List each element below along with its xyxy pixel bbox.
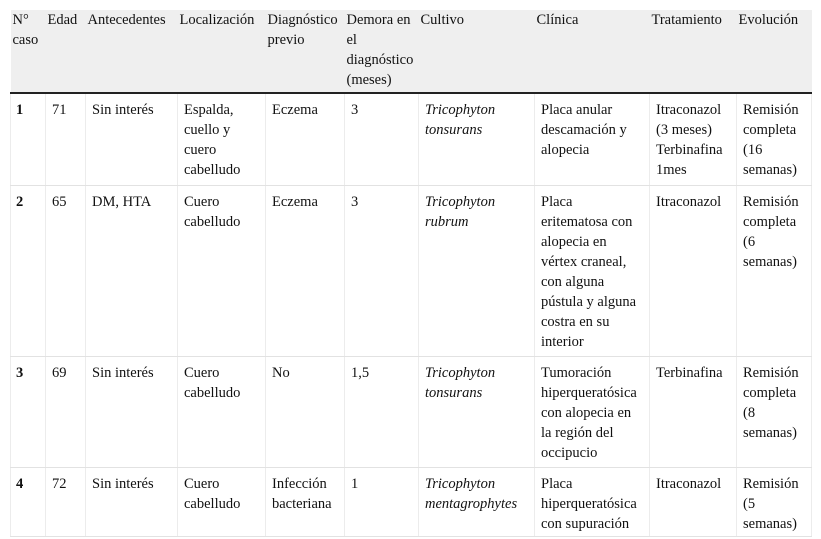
cell-edad: 72 (46, 467, 86, 536)
cell-antecedentes: DM, HTA (86, 185, 178, 356)
header-localizacion: Localización (178, 10, 266, 93)
cell-edad: 69 (46, 356, 86, 467)
cell-localizacion: Cuero cabelludo (178, 185, 266, 356)
cell-cultivo: Tricophyton rubrum (419, 185, 535, 356)
cell-evolucion: Remisión completa (6 semanas) (737, 185, 812, 356)
cell-localizacion: Espalda, cuello y cuero cabelludo (178, 93, 266, 185)
cell-cultivo: Tricophyton mentagrophytes (419, 467, 535, 536)
cell-clinica: Placa eritematosa con alopecia en vértex craneal, con alguna pústula y alguna costra en su interior (535, 185, 650, 356)
cell-localizacion: Cuero cabelludo (178, 467, 266, 536)
cell-evolucion: Remisión completa (8 semanas) (737, 356, 812, 467)
case-table (10, 10, 812, 537)
cell-caso: 4 (11, 467, 46, 536)
table-body (11, 93, 812, 536)
cell-clinica: Placa hiperqueratósica con supuración (535, 467, 650, 536)
cell-tratamiento: Terbinafina (650, 356, 737, 467)
cell-edad: 71 (46, 93, 86, 185)
cell-antecedentes: Sin interés (86, 467, 178, 536)
cell-caso: 2 (11, 185, 46, 356)
header-tratamiento: Tratamiento (650, 10, 737, 93)
cell-diagnostico: Eczema (266, 185, 345, 356)
cell-tratamiento: Itraconazol (3 meses) Terbinafina 1mes (650, 93, 737, 185)
cell-edad: 65 (46, 185, 86, 356)
cell-cultivo: Tricophyton tonsurans (419, 93, 535, 185)
header-evolucion: Evolución (737, 10, 812, 93)
cell-tratamiento: Itraconazol (650, 467, 737, 536)
header-row (11, 10, 812, 93)
table-row (11, 185, 812, 356)
header-cultivo: Cultivo (419, 10, 535, 93)
header-clinica: Clínica (535, 10, 650, 93)
cell-diagnostico: No (266, 356, 345, 467)
table-row (11, 467, 812, 536)
cell-caso: 3 (11, 356, 46, 467)
cell-evolucion: Remisión (5 semanas) (737, 467, 812, 536)
cell-demora: 3 (345, 93, 419, 185)
table-row (11, 356, 812, 467)
cell-antecedentes: Sin interés (86, 356, 178, 467)
cell-demora: 1 (345, 467, 419, 536)
cell-demora: 3 (345, 185, 419, 356)
cell-tratamiento: Itraconazol (650, 185, 737, 356)
cell-diagnostico: Eczema (266, 93, 345, 185)
cell-localizacion: Cuero cabelludo (178, 356, 266, 467)
header-edad: Edad (46, 10, 86, 93)
header-caso: N° caso (11, 10, 46, 93)
cell-caso: 1 (11, 93, 46, 185)
cell-antecedentes: Sin interés (86, 93, 178, 185)
table-row (11, 93, 812, 185)
cell-cultivo: Tricophyton tonsurans (419, 356, 535, 467)
cell-clinica: Tumoración hiperqueratósica con alopecia en la región del occipucio (535, 356, 650, 467)
case-table-container (10, 10, 811, 537)
header-demora: Demora en el diagnóstico (meses) (345, 10, 419, 93)
cell-clinica: Placa anular descamación y alopecia (535, 93, 650, 185)
header-diagnostico-previo: Diagnóstico previo (266, 10, 345, 93)
table-header (11, 10, 812, 93)
cell-diagnostico: Infección bacteriana (266, 467, 345, 536)
cell-evolucion: Remisión completa (16 semanas) (737, 93, 812, 185)
cell-demora: 1,5 (345, 356, 419, 467)
header-antecedentes: Antecedentes (86, 10, 178, 93)
